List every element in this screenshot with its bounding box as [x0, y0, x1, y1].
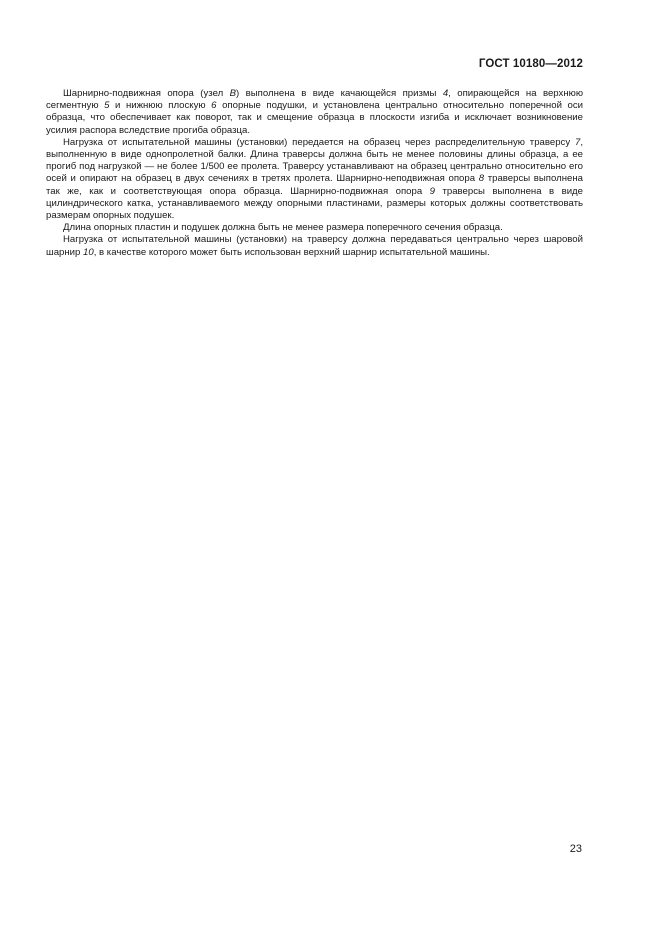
text-run: опорные подушки, и установлена центрально относительно поперечной оси образца, что обеспечивает как поворот, так и смещение образца в плоскости изгиба и исключает возникновение усилия распора вследствие прогиба образца. [46, 100, 583, 136]
reference-label: 6 [211, 100, 217, 112]
standard-code: ГОСТ 10180—2012 [478, 58, 583, 70]
text-run: и нижнюю плоскую [109, 100, 212, 112]
text-run: , опирающейся на верхнюю сегментную [46, 88, 584, 112]
paragraph-ball-joint [46, 234, 583, 258]
text-run: Нагрузка от испытательной машины (установки) передается на образец через распределительную траверсу [63, 136, 575, 148]
paragraph-plate-length [46, 222, 583, 234]
document-header [479, 58, 583, 70]
document-body [46, 88, 583, 259]
text-run: , в качестве которого может быть использован верхний шарнир испытательной машины. [93, 246, 490, 258]
paragraph-load-traverse [46, 137, 583, 222]
text-run: траверсы выполнена в виде цилиндрического катка, устанавливаемого между опорными пластинами, размеры которых должны соответствовать размерам опорных подушек. [46, 185, 583, 222]
page-number-value: 23 [569, 843, 582, 855]
text-run: Длина опорных пластин и подушек должна быть не менее размера поперечного сечения образца. [63, 222, 503, 234]
reference-label: 5 [104, 100, 110, 112]
reference-label: 7 [574, 136, 581, 148]
text-run: траверсы выполнена так же, как и соответствующая опора образца. Шарнирно-подвижная опора [46, 173, 583, 197]
reference-label: 10 [83, 246, 94, 258]
text-run: Нагрузка от испытательной машины (установки) на траверсу должна передаваться центрально через шаровой шарнир [46, 234, 583, 258]
reference-label: 9 [429, 185, 435, 197]
text-run: , выполненную в виде однопролетной балки. Длина траверсы должна быть не менее половины длины образца, а ее прогиб под нагрузкой — не более 1/500 ее пролета. Траверсу устанавливают на образец центрально относительно его осей и опирают на образец в двух сечениях в третях пролета. Шарнирно-неподвижная опора [46, 136, 583, 185]
reference-label: В [229, 88, 237, 99]
page-number [570, 843, 582, 855]
reference-label: 4 [442, 88, 449, 99]
text-run: Шарнирно-подвижная опора (узел [63, 88, 230, 99]
reference-label: 8 [478, 173, 485, 185]
text-run: ) выполнена в виде качающейся призмы [236, 88, 443, 99]
paragraph-hinged-support [46, 88, 583, 137]
